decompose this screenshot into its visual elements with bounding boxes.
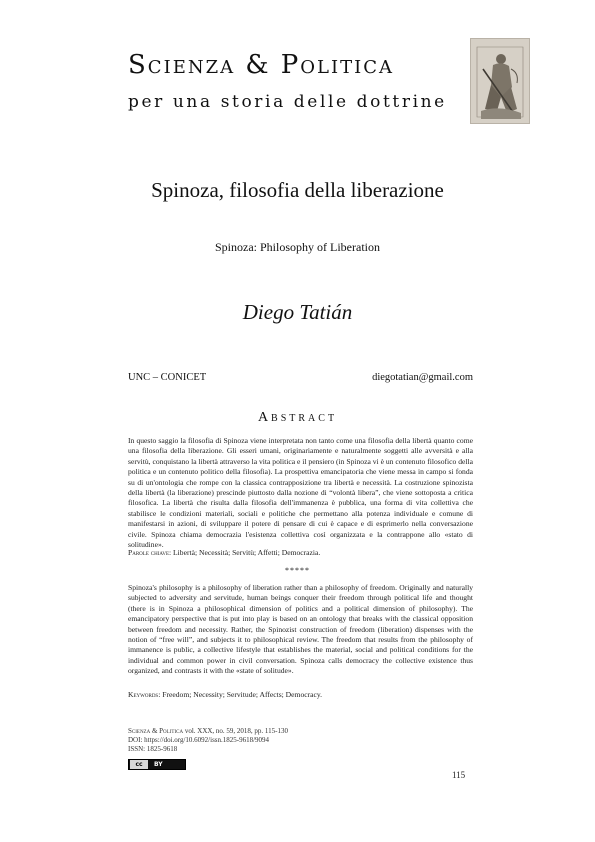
creative-commons-license-badge[interactable] xyxy=(128,759,186,770)
author-email[interactable]: diegotatian@gmail.com xyxy=(372,372,473,383)
keywords-list-italian: Libertà; Necessità; Servitù; Affetti; Democrazia. xyxy=(173,548,321,557)
author-affiliation: UNC – CONICET xyxy=(128,372,207,383)
journal-masthead xyxy=(128,52,468,112)
abstract-english: Spinoza's philosophy is a philosophy of liberation rather than a philosophy of freedom. Originally and naturally subjected to adversity and servitude, human beings conquer their freedom through political life and thought (there is in Spinoza a philosophical dimension of politics and a political dimension of philosophy). The emancipatory perspective that is put into play is based on an ontology that breaks with the classical opposition between freedom and necessity. Rather, the Spinozist construction of freedom (liberation) dispenses with the notion of “free will”, and subjects it to philosophical review. The freedom that results from the philosophy of immanence is public, a collective lifestyle that establishes the material, social and political conditions for the individual and common power in civil conversation. Spinoza calls democracy the collective existence thus organized, and contrasts it with the «state of solitude». xyxy=(128,583,473,676)
citation-footer xyxy=(128,727,348,754)
abstract-italian: In questo saggio la filosofia di Spinoza viene interpretata non tanto come una filosofia della libertà quanto come una filosofia della liberazione. Gli esseri umani, originariamente e naturalmente soggetti alle avversità e alla servitù, conquistano la libertà attraverso la vita politica e il pensiero (in Spinoza vi è un contenuto filosofico della politica e un contenuto politico della filosofia). La prospettiva emancipatoria che viene messa in campo si fonda su di un'ontologia che rompe con la classica contrapposizione tra libertà e necessità. La costruzione spinozista della libertà (la liberazione) prescinde piuttosto dalla nozione di “volontà libera”, che viene sottoposta a critica filosofica. La libertà che risulta dalla filosofia dell'immanenza è pubblica, una forma di vita collettiva che stabilisce le condizioni materiali, sociali e politiche che permettano alla potenza individuale e comune di manifestarsi in azioni, di sviluppare il potere di pensare di cui è capace e di esprimerlo nella conversazione civile. Spinoza chiama democrazia l'esistenza collettiva così organizzata e la contrappone allo «stato di solitudine». xyxy=(128,436,473,550)
footer-citation: vol. XXX, no. 59, 2018, pp. 115-130 xyxy=(184,727,288,735)
footer-journal-name: Scienza & Politica xyxy=(128,727,184,735)
author-name: Diego Tatián xyxy=(242,300,353,324)
keywords-label-english: Keywords: xyxy=(128,690,161,699)
page-number: 115 xyxy=(452,770,466,780)
license-by-label: BY xyxy=(154,761,163,768)
article-title: Spinoza, filosofia della liberazione xyxy=(151,178,444,202)
journal-emblem-engraving-icon xyxy=(470,38,530,124)
journal-title: Scienza & Politica xyxy=(128,50,394,80)
article-title-english: Spinoza: Philosophy of Liberation xyxy=(215,240,380,254)
journal-subtitle: per una storia delle dottrine xyxy=(128,92,447,112)
footer-issn: ISSN: 1825-9618 xyxy=(128,745,178,753)
keywords-label-italian: Parole chiave: xyxy=(128,548,172,557)
footer-doi[interactable]: DOI: https://doi.org/10.6092/issn.1825-9618/9094 xyxy=(128,736,270,744)
keywords-italian xyxy=(128,548,473,557)
citation-line xyxy=(128,727,348,736)
keywords-english xyxy=(128,690,473,699)
section-separator: ***** xyxy=(285,566,310,575)
abstract-heading: Abstract xyxy=(257,410,338,425)
keywords-list-english: Freedom; Necessity; Servitude; Affects; Democracy. xyxy=(162,690,323,699)
cc-icon: cc xyxy=(130,760,148,769)
